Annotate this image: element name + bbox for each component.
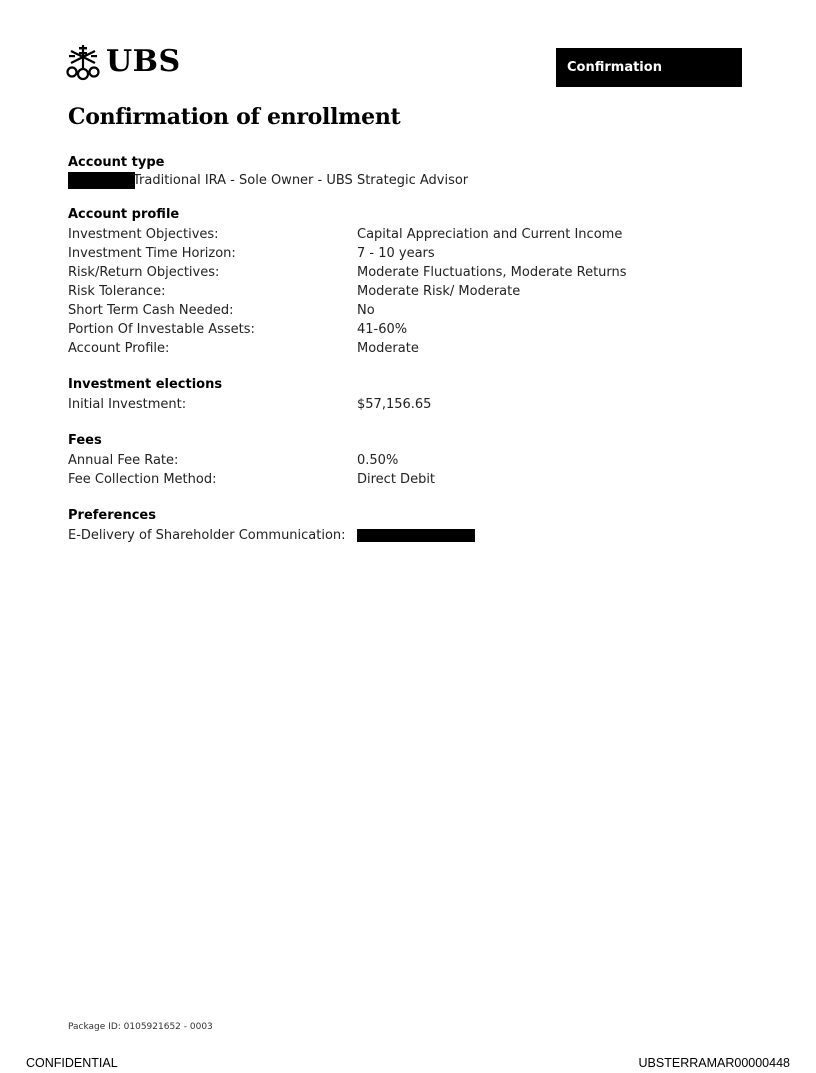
section-heading-account-type: Account type: [68, 155, 165, 170]
field-label: Short Term Cash Needed:: [68, 303, 234, 318]
field-value: 0.50%: [357, 453, 399, 468]
logo-wordmark: UBS: [106, 44, 181, 79]
field-label: Risk/Return Objectives:: [68, 265, 220, 280]
field-label: Annual Fee Rate:: [68, 453, 179, 468]
section-heading-fees: Fees: [68, 433, 102, 448]
field-value: Moderate Risk/ Moderate: [357, 284, 521, 299]
redaction-block: [68, 172, 135, 189]
confidential-label: CONFIDENTIAL: [26, 1056, 118, 1070]
section-heading-investment-elections: Investment elections: [68, 377, 223, 392]
field-value: $57,156.65: [357, 397, 432, 412]
field-label: Investment Time Horizon:: [68, 246, 236, 261]
field-value: 41-60%: [357, 322, 408, 337]
field-value: Moderate Fluctuations, Moderate Returns: [357, 265, 627, 280]
section-heading-account-profile: Account profile: [68, 207, 180, 222]
field-value: Moderate: [357, 341, 419, 356]
redaction-block: [357, 529, 475, 542]
field-label: Account Profile:: [68, 341, 170, 356]
field-label: Fee Collection Method:: [68, 472, 217, 487]
field-label: Initial Investment:: [68, 397, 187, 412]
field-value: No: [357, 303, 375, 318]
field-label: Portion Of Investable Assets:: [68, 322, 255, 337]
confirmation-badge: Confirmation: [556, 48, 742, 87]
field-value: 7 - 10 years: [357, 246, 435, 261]
ubs-logo: [66, 42, 181, 82]
field-value: Capital Appreciation and Current Income: [357, 227, 623, 242]
field-label: Risk Tolerance:: [68, 284, 166, 299]
field-label: Investment Objectives:: [68, 227, 219, 242]
keys-icon: [66, 43, 100, 81]
package-id: Package ID: 0105921652 - 0003: [68, 1022, 213, 1032]
page-title: Confirmation of enrollment: [68, 104, 401, 130]
account-type-value: Traditional IRA - Sole Owner - UBS Strategic Advisor: [133, 173, 469, 188]
section-heading-preferences: Preferences: [68, 508, 156, 523]
field-value: Direct Debit: [357, 472, 436, 487]
bates-number: UBSTERRAMAR00000448: [638, 1056, 790, 1070]
field-label: E-Delivery of Shareholder Communication:: [68, 528, 346, 543]
